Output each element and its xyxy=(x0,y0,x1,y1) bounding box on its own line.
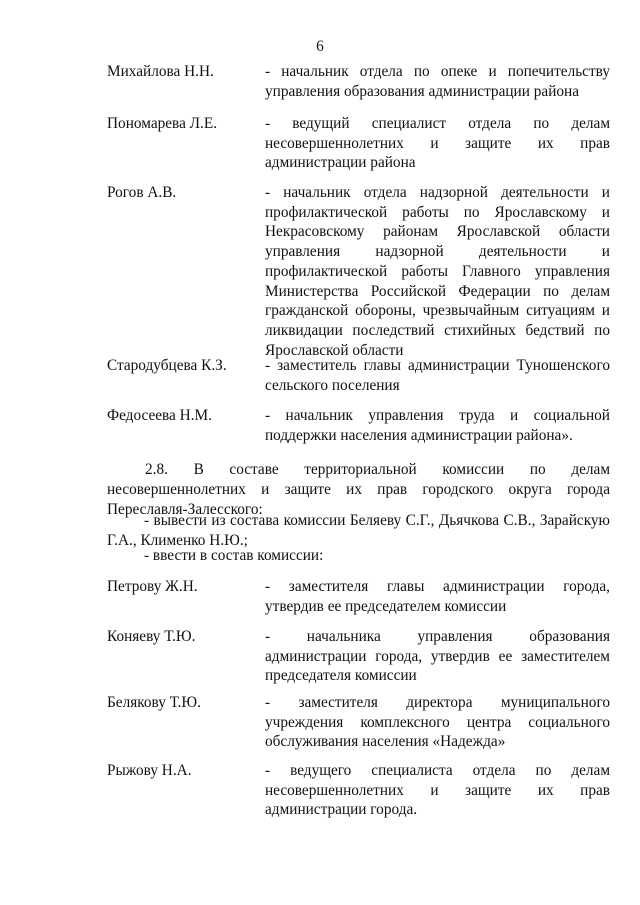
add-members-text: - ввести в состав комиссии: xyxy=(144,547,324,564)
member-role: - начальника управления образования администрации города, утвердив ее заместителем председателя комиссии xyxy=(265,628,610,685)
member-role: - начальник отдела надзорной деятельности и профилактической работы по Ярославскому и Некрасовскому районам Ярославской области управления надзорной деятельности и профилактической работы Главного управления Министерства Российской Федерации по делам гражданской обороны, чрезвычайным ситуациям и ликвидации последствий стихийных бедствий по Ярославской области xyxy=(265,184,610,359)
member-name: Михайлова Н.Н. xyxy=(107,63,214,80)
member-name: Рогов А.В. xyxy=(107,184,177,201)
member-name: Петрову Ж.Н. xyxy=(107,578,198,595)
member-role: - ведущий специалист отдела по делам несовершеннолетних и защите их прав администрации района xyxy=(265,115,610,172)
member-name: Федосеева Н.М. xyxy=(107,407,212,424)
member-name: Белякову Т.Ю. xyxy=(107,694,201,711)
member-role: - заместитель главы администрации Туношенского сельского поселения xyxy=(265,357,610,394)
member-name: Пономарева Л.Е. xyxy=(107,115,218,132)
member-role: - ведущего специалиста отдела по делам несовершеннолетних и защите их прав администрации города. xyxy=(265,762,610,819)
member-role: - заместителя главы администрации города, утвердив ее председателем комиссии xyxy=(265,578,610,615)
page-number: 6 xyxy=(316,38,324,55)
member-role: - начальник отдела по опеке и попечительству управления образования администрации района xyxy=(265,63,610,100)
member-role: - начальник управления труда и социальной поддержки населения администрации района». xyxy=(265,407,610,444)
remove-members-text: - вывести из состава комиссии Беляеву С.Г., Дьячкова С.В., Зарайскую Г.А., Клименко Н.Ю.; xyxy=(107,512,610,549)
member-name: Рыжову Н.А. xyxy=(107,762,192,779)
member-name: Стародубцева К.З. xyxy=(107,357,227,374)
member-name: Коняеву Т.Ю. xyxy=(107,628,196,645)
section-paragraph: 2.8. В составе территориальной комиссии по делам несовершеннолетних и защите их прав городского округа города Переславля-Залесского: xyxy=(107,461,610,518)
member-role: - заместителя директора муниципального учреждения комплексного центра социального обслуживания населения «Надежда» xyxy=(265,694,610,751)
